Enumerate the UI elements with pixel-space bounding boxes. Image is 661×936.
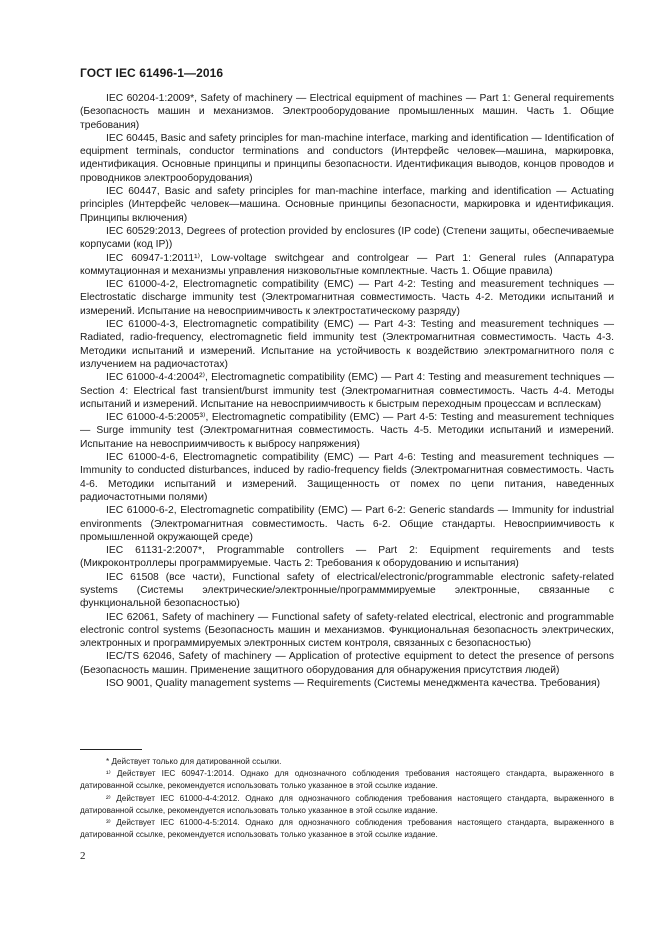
footnote-divider — [80, 749, 142, 750]
reference-item: IEC 61000-4-5:2005³⁾, Electromagnetic compatibility (EMC) — Part 4-5: Testing and measurement techniques — Surge immunity test (Электромагнитная совместимость. Часть 4-5. Методики испытаний и измерений. Испытание на невосприимчивость к выбросу напряжения) — [80, 412, 614, 450]
footnote-item: ²⁾ Действует IEC 61000-4-4:2012. Однако для однозначного соблюдения требования настоящего стандарта, выраженного в датированной ссылке, рекомендуется использовать только указанное в этой ссылке издание. — [80, 793, 614, 815]
reference-item: IEC/TS 62046, Safety of machinery — Application of protective equipment to detect the presence of persons (Безопасность машин. Применение защитного оборудования для обнаружения присутствия людей) — [80, 651, 614, 676]
reference-item: IEC 61000-4-3, Electromagnetic compatibility (EMC) — Part 4-3: Testing and measurement techniques — Radiated, radio-frequency, electromagnetic field immunity test (Электромагнитная совместимость. Часть 4-3. Методики испытаний и измерений. Испытание на устойчивость к воздействию электромагнитного поля с излучением на радиочастотах) — [80, 319, 614, 370]
footnotes — [80, 756, 614, 841]
footnote-item: * Действует только для датированной ссылки. — [106, 757, 282, 766]
reference-item: IEC 60529:2013, Degrees of protection provided by enclosures (IP code) (Степени защиты, обеспечиваемые корпусами (код IP)) — [80, 225, 614, 251]
reference-item: IEC 61000-4-6, Electromagnetic compatibility (EMC) — Part 4-6: Testing and measurement techniques — Immunity to conducted disturbances, induced by radio-frequency fields (Электромагнитная совместимость. Часть 4-6. Методики испытаний и измерений. Защищенность от помех по цепи питания, наведенных радиочастотными полями) — [80, 452, 614, 503]
reference-item: IEC 60445, Basic and safety principles for man-machine interface, marking and identification — Identification of equipment terminals, conductor terminations and conductors (Интерфейс человек—машина, маркировка, идентификация. Основные принципы и принципы безопасности. Идентификация выводов, концов проводов и проводников электрооборудования) — [80, 132, 614, 184]
reference-item: IEC 62061, Safety of machinery — Functional safety of safety-related electrical, electronic and programmable electronic control systems (Безопасность машин и механизмов. Функциональная безопасность электрических, электронных и программируемых электронных систем контроля, связанных с безопасностью) — [80, 611, 614, 650]
footnote-item: ³⁾ Действует IEC 61000-4-5:2014. Однако для однозначного соблюдения требования настоящего стандарта, выраженного в датированной ссылке, рекомендуется использовать только указанное в этой ссылке издание. — [80, 818, 614, 840]
reference-item: IEC 61000-6-2, Electromagnetic compatibility (EMC) — Part 6-2: Generic standards — Immunity for industrial environments (Электромагнитная совместимость. Часть 6-2. Общие стандарты. Невосприимчивость к промышленной окружающей среде) — [80, 505, 614, 543]
reference-item: IEC 60947-1:2011¹⁾, Low-voltage switchgear and controlgear — Part 1: General rules (Аппаратура коммутационная и механизмы управления низковольтные комплектные. Часть 1. Общие правила) — [80, 252, 614, 277]
reference-item: IEC 61000-4-4:2004²⁾, Electromagnetic compatibility (EMC) — Part 4: Testing and measurement techniques — Section 4: Electrical fast transient/burst immunity test (Электромагнитная совместимость. Часть 4-4. Методы испытаний и измерений. Испытание на невосприимчивость к быстрым переходным процессам и всплескам) — [80, 372, 614, 410]
page-number: 2 — [80, 850, 86, 862]
reference-item: IEC 60204-1:2009*, Safety of machinery — Electrical equipment of machines — Part 1: General requirements (Безопасность машин и механизмов. Электрооборудование промышленных машин. Часть 1. Общие требования) — [80, 93, 614, 131]
reference-item: IEC 61000-4-2, Electromagnetic compatibility (EMC) — Part 4-2: Testing and measurement techniques — Electrostatic discharge immunity test (Электромагнитная совместимость. Часть 4-2. Методики испытаний и измерений. Испытание на невосприимчивость к электростатическому разряду) — [80, 279, 614, 317]
reference-item: IEC 61508 (все части), Functional safety of electrical/electronic/programmable electronic safety-related systems (Системы электрические/электронные/программмируемые электронные, связанные с функциональной безопасностью) — [80, 571, 614, 610]
document-header: ГОСТ IEC 61496-1—2016 — [80, 66, 224, 80]
reference-item: ISO 9001, Quality management systems — Requirements (Системы менеджмента качества. Требования) — [106, 678, 601, 690]
normative-references — [80, 92, 614, 690]
reference-item: IEC 61131-2:2007*, Programmable controllers — Part 2: Equipment requirements and tests (Микроконтроллеры программируемые. Часть 2: Требования к оборудованию и испытания) — [80, 545, 614, 570]
footnote-item: ¹⁾ Действует IEC 60947-1:2014. Однако для однозначного соблюдения требования настоящего стандарта, выраженного в датированной ссылке, рекомендуется использовать только указанное в этой ссылке издание. — [80, 769, 614, 791]
reference-item: IEC 60447, Basic and safety principles for man-machine interface, marking and identification — Actuating principles (Интерфейс человек—машина. Основные принципы безопасности, маркировка и идентификация. Принципы включения) — [80, 186, 614, 224]
